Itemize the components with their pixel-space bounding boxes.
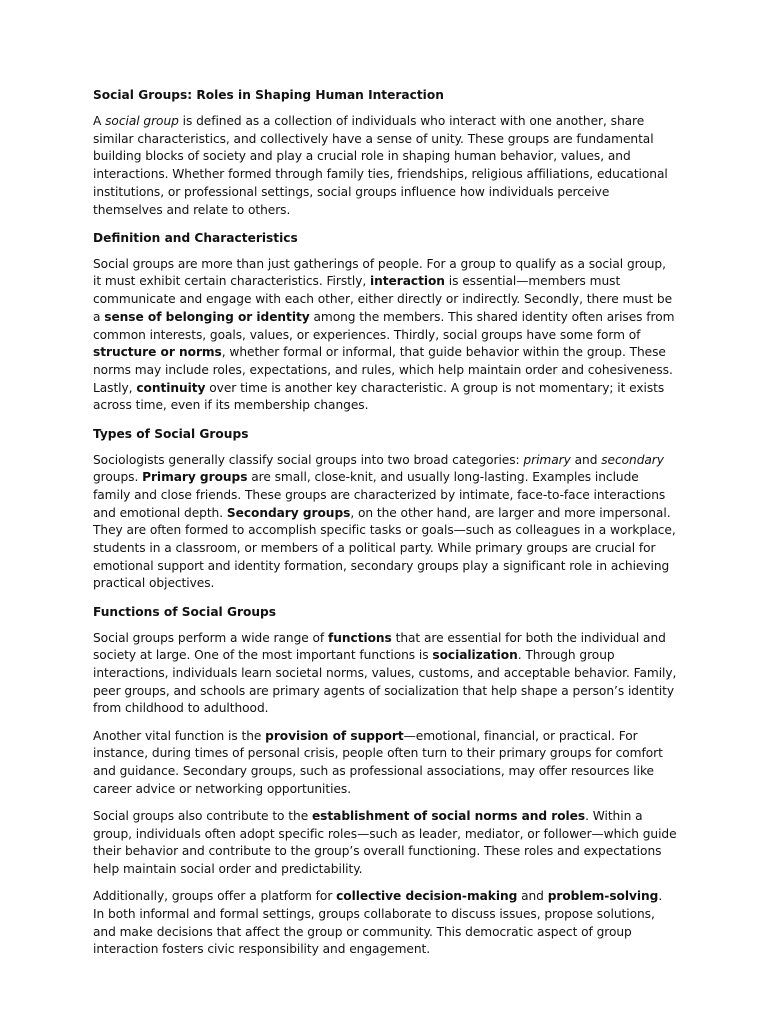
text-run: , on the other hand, are larger and more impersonal. They are often formed to accomplish specific tasks or goals—such as colleagues in a workplace, students in a classroom, or members of a political party. While primary groups are crucial for emotional support and identity formation, secondary groups play a significant role in achieving practical objectives. xyxy=(93,505,676,591)
bold-term: provision of support xyxy=(265,728,404,743)
italic-term: primary xyxy=(523,452,571,467)
bold-term: continuity xyxy=(136,380,206,395)
bold-term: sense of belonging or identity xyxy=(104,309,310,324)
functions-paragraph-decision xyxy=(93,888,677,959)
text-run: . Through group interactions, individuals learn societal norms, values, customs, and acceptable behavior. Family, peer groups, and schools are primary agents of socialization that help shape a person’s identity from childhood to adulthood. xyxy=(93,648,677,716)
bold-term: socialization xyxy=(432,648,518,663)
text-run: Sociologists generally classify social groups into two broad categories: xyxy=(93,452,524,467)
functions-paragraph-support xyxy=(93,728,677,799)
bold-term: Secondary groups xyxy=(226,505,351,520)
text-run: and xyxy=(570,452,602,467)
definition-paragraph xyxy=(93,256,677,415)
text-run: . Within a group, individuals often adopt specific roles—such as leader, mediator, or follower—which guide their behavior and contribute to the group’s overall functioning. These roles and expectations help maintain social order and predictability. xyxy=(93,809,677,877)
text-run: and xyxy=(517,889,548,904)
bold-term: structure or norms xyxy=(93,345,222,360)
functions-paragraph-socialization xyxy=(93,630,677,719)
text-run: Additionally, groups offer a platform for xyxy=(93,889,337,904)
bold-term: functions xyxy=(328,630,392,645)
section-heading-definition: Definition and Characteristics xyxy=(93,230,298,245)
text-run: Another vital function is the xyxy=(93,728,266,743)
text-run: . In both informal and formal settings, groups collaborate to discuss issues, propose solutions, and make decisions that affect the group or community. This democratic aspect of group interaction fosters civic responsibility and engagement. xyxy=(93,889,663,957)
document-body xyxy=(93,86,677,969)
bold-term: collective decision-making xyxy=(336,889,518,904)
text-run: Social groups perform a wide range of xyxy=(93,630,329,645)
intro-paragraph xyxy=(93,113,677,219)
document-title: Social Groups: Roles in Shaping Human Interaction xyxy=(93,88,444,102)
italic-term: social group xyxy=(105,114,179,128)
bold-term: Primary groups xyxy=(142,470,248,485)
text-run: Social groups also contribute to the xyxy=(93,809,312,823)
text-run: are small, close-knit, and usually long-lasting. Examples include family and close friends. These groups are characterized by intimate, face-to-face interactions and emotional depth. xyxy=(93,470,666,520)
text-run: groups. xyxy=(93,470,143,485)
italic-term: secondary xyxy=(601,452,664,467)
types-paragraph xyxy=(93,452,677,594)
functions-paragraph-norms xyxy=(93,808,677,879)
section-heading-functions: Functions of Social Groups xyxy=(93,604,277,619)
bold-term: interaction xyxy=(370,274,445,289)
text-run: is essential—members must communicate and engage with each other, either directly or indirectly. Secondly, there must be a xyxy=(93,274,673,324)
text-run: —emotional, financial, or practical. For instance, during times of personal crisis, people often turn to their primary groups for comfort and guidance. Secondary groups, such as professional associations, may offer resources like career advice or networking opportunities. xyxy=(93,728,663,796)
text-run: A xyxy=(93,114,106,128)
text-run: , whether formal or informal, that guide behavior within the group. These norms may include roles, expectations, and rules, which help maintain order and cohesiveness. Lastly, xyxy=(93,345,673,395)
bold-term: establishment of social norms and roles xyxy=(311,809,586,823)
text-run: is defined as a collection of individuals who interact with one another, share similar characteristics, and collectively have a sense of unity. These groups are fundamental building blocks of society and play a crucial role in shaping human behavior, values, and interactions. Whether formed through family ties, friendships, religious affiliations, educational institutions, or professional settings, social groups influence how individuals perceive themselves and relate to others. xyxy=(93,114,668,217)
text-run: over time is another key characteristic. A group is not momentary; it exists across time, even if its membership changes. xyxy=(93,380,665,413)
text-run: that are essential for both the individual and society at large. One of the most important functions is xyxy=(93,630,666,663)
section-heading-types: Types of Social Groups xyxy=(93,426,249,441)
text-run: among the members. This shared identity often arises from common interests, goals, values, or experiences. Thirdly, social groups have some form of xyxy=(93,309,675,342)
text-run: Social groups are more than just gatherings of people. For a group to qualify as a social group, it must exhibit certain characteristics. Firstly, xyxy=(93,256,666,289)
bold-term: problem-solving xyxy=(547,889,659,904)
